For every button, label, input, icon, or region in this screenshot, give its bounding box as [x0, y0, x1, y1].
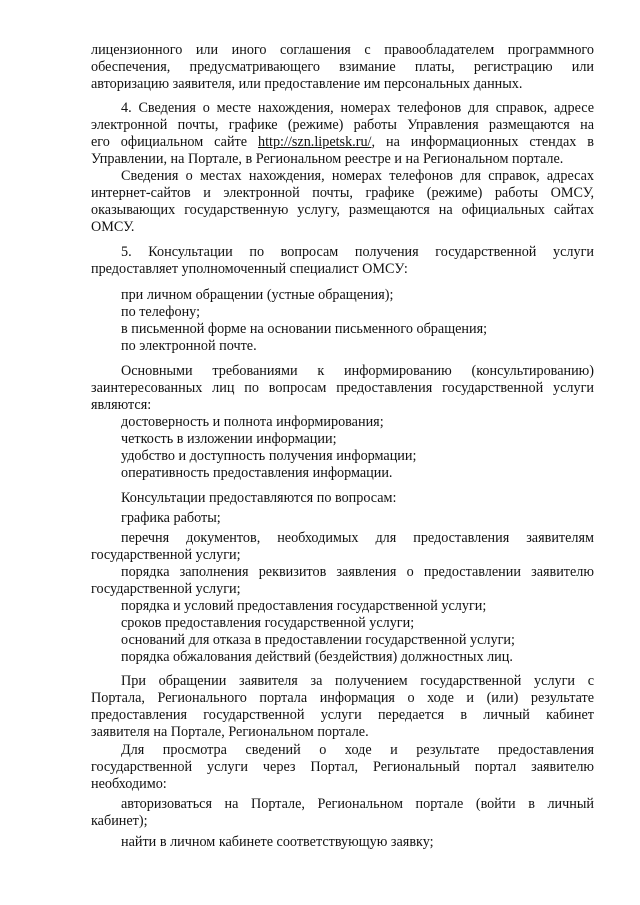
list-item: оперативность предоставления информации. [121, 465, 393, 481]
text-line: лицензионного или иного соглашения с правообладателем программного [91, 42, 594, 58]
text-line: государственной услуги; [91, 581, 241, 597]
list-item: достоверность и полнота информирования; [121, 414, 384, 430]
text-line: предоставления государственной услуги передается в личный кабинет [91, 707, 594, 723]
list-item: перечня документов, необходимых для предоставления заявителям [121, 530, 594, 546]
list-item: четкость в изложении информации; [121, 431, 337, 447]
list-item: порядка заполнения реквизитов заявления о предоставлении заявителю [121, 564, 594, 580]
website-link[interactable]: http://szn.lipetsk.ru/ [257, 134, 372, 150]
text-line: заинтересованных лиц по вопросам предоставления государственной услуги [91, 380, 594, 396]
text-line: государственной услуги через Портал, Региональный портал заявителю [91, 759, 594, 775]
text-line: предоставляет уполномоченный специалист ОМСУ: [91, 261, 408, 277]
list-item: в письменной форме на основании письменного обращения; [121, 321, 488, 337]
list-item: при личном обращении (устные обращения); [121, 287, 394, 303]
text-line: государственной услуги; [91, 547, 241, 563]
list-item: порядка обжалования действий (бездействия) должностных лиц. [121, 649, 513, 665]
text-line: Для просмотра сведений о ходе и результате предоставления [121, 742, 594, 758]
text-line-with-link: его официальном сайте http://szn.lipetsk.ru/, на информационных стендах в [91, 134, 595, 150]
list-item: найти в личном кабинете соответствующую заявку; [121, 834, 434, 850]
list-item: удобство и доступность получения информации; [121, 448, 417, 464]
text-line: 4. Сведения о месте нахождения, номерах телефонов для справок, адресе [121, 100, 594, 116]
text-line: 5. Консультации по вопросам получения государственной услуги [121, 244, 594, 260]
list-item: по телефону; [121, 304, 201, 320]
list-item: по электронной почте. [121, 338, 257, 354]
text-line: необходимо: [91, 776, 167, 792]
list-item: порядка и условий предоставления государственной услуги; [121, 598, 487, 614]
list-item: графика работы; [121, 510, 221, 526]
text-line: кабинет); [91, 813, 148, 829]
text-line: являются: [91, 397, 152, 413]
text-line: Консультации предоставляются по вопросам: [121, 490, 397, 506]
text-line: электронной почты, графике (режиме) работы Управления размещаются на [91, 117, 594, 133]
text-line: ОМСУ. [91, 219, 135, 235]
text-line: Сведения о местах нахождения, номерах телефонов для справок, адресах [121, 168, 594, 184]
text-line: обеспечения, предусматривающего взимание платы, регистрацию или [91, 59, 594, 75]
text-line: заявителя на Портале, Региональном портале. [91, 724, 369, 740]
text-line: Основными требованиями к информированию (консультированию) [121, 363, 594, 379]
text-line: При обращении заявителя за получением государственной услуги с [121, 673, 594, 689]
text-line: авторизацию заявителя, или предоставление им персональных данных. [91, 76, 523, 92]
text-line: оказывающих государственную услугу, размещаются на официальных сайтах [91, 202, 594, 218]
list-item: сроков предоставления государственной услуги; [121, 615, 415, 631]
text-line: интернет-сайтов и электронной почты, графике (режиме) работы ОМСУ, [91, 185, 594, 201]
list-item: оснований для отказа в предоставлении государственной услуги; [121, 632, 515, 648]
text-line: Портала, Регионального портала информация о ходе и (или) результате [91, 690, 594, 706]
list-item: авторизоваться на Портале, Региональном портале (войти в личный [121, 796, 594, 812]
text-line: Управлении, на Портале, в Региональном реестре и на Региональном портале. [91, 151, 564, 167]
